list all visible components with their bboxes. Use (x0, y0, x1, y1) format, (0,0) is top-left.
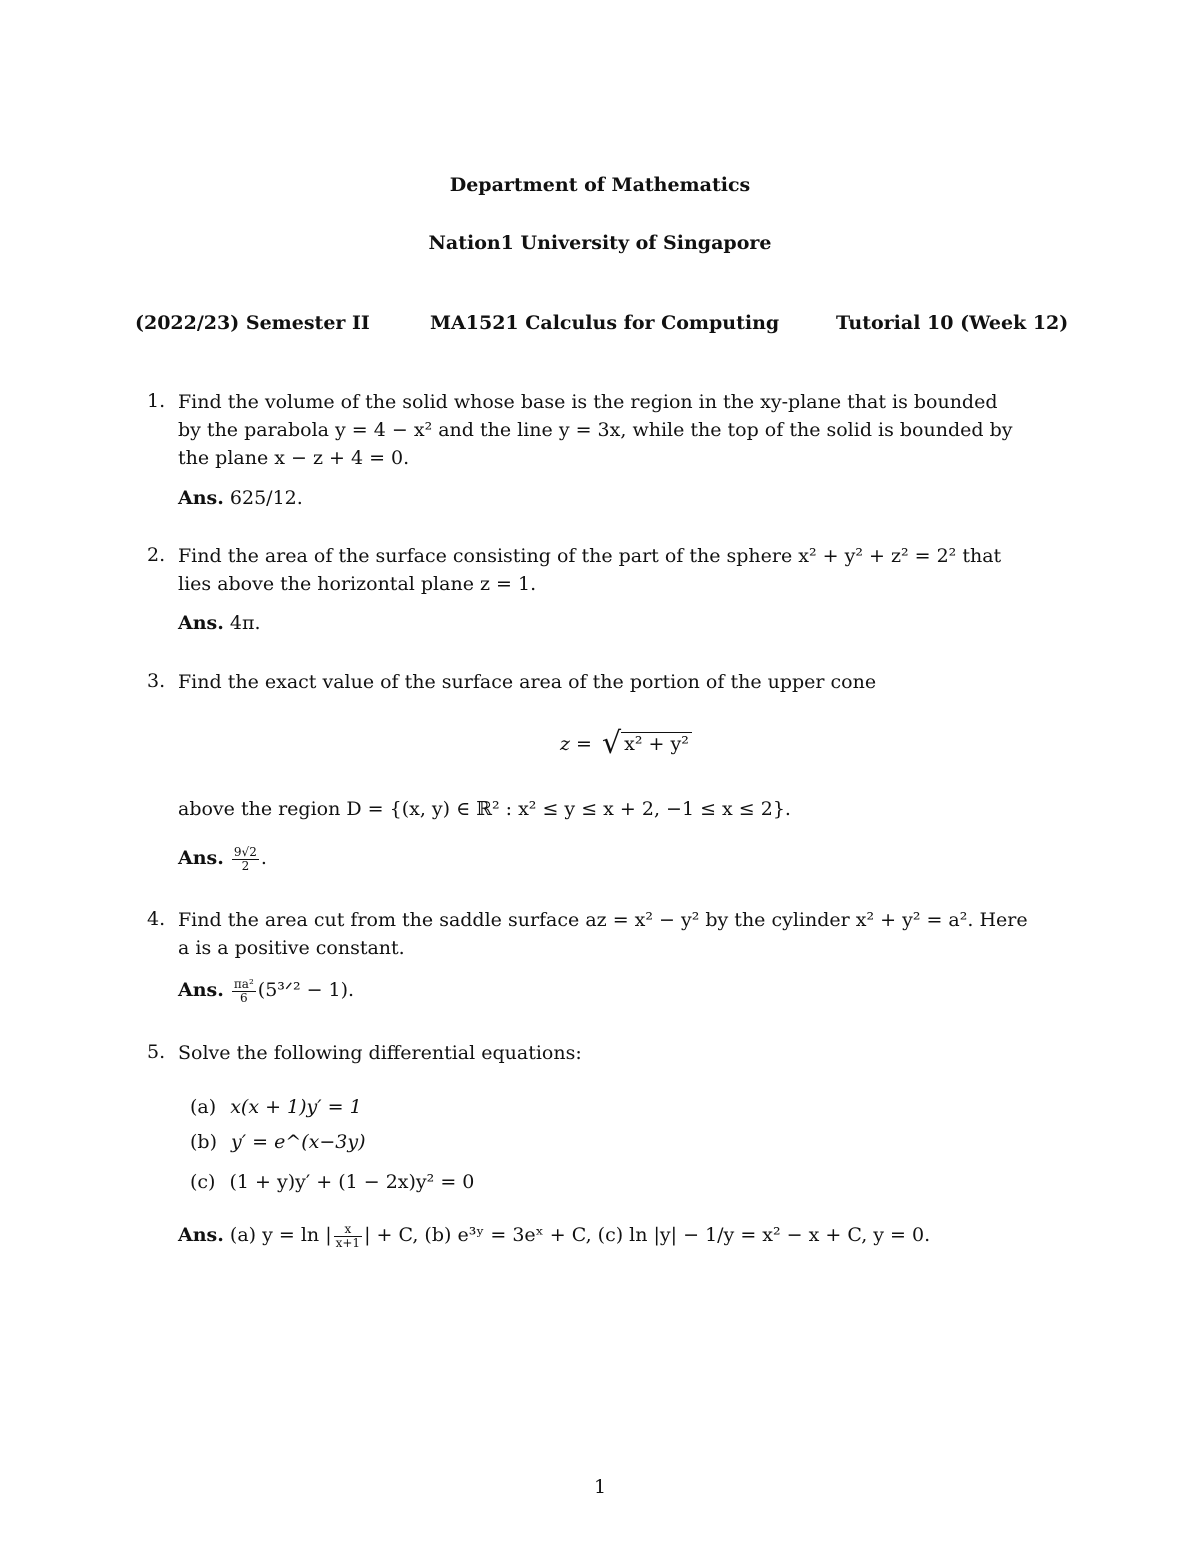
problem-number: 1. (147, 390, 166, 412)
problem-text: a is a positive constant. (178, 937, 405, 959)
subpart-a (190, 1093, 362, 1121)
answer-tail: (5³ᐟ² − 1). (257, 979, 355, 1001)
fraction-numerator: x (334, 1223, 362, 1237)
answer-line (178, 609, 261, 637)
subpart-equation: (1 + y)y′ + (1 − 2x)y² = 0 (229, 1171, 475, 1193)
problem-text: lies above the horizontal plane z = 1. (178, 573, 537, 595)
subpart-equation: x(x + 1)y′ = 1 (230, 1096, 362, 1118)
answer-part-a: (a) y = ln | (229, 1224, 332, 1246)
fraction-denominator: 2 (241, 858, 250, 873)
course-label: MA1521 Calculus for Computing (430, 312, 780, 334)
department-title: Department of Mathematics (449, 174, 751, 196)
fraction-denominator: 6 (240, 990, 248, 1005)
problem-text: Find the area of the surface consisting of the part of the sphere x² + y² + z² = 2² that (178, 545, 1002, 567)
answer-rest: | + C, (b) e³ʸ = 3eˣ + C, (c) ln |y| − 1/y = x² − x + C, y = 0. (364, 1224, 931, 1246)
problem-text: by the parabola y = 4 − x² and the line y = 3x, while the top of the solid is bounded by (178, 419, 1013, 441)
sqrt-sign: √ (602, 726, 622, 761)
display-equation (560, 726, 692, 761)
problem-text: the plane x − z + 4 = 0. (178, 447, 410, 469)
answer-label: Ans. (178, 847, 224, 869)
answer-fraction (232, 978, 256, 1005)
answer-value: 625/12. (229, 487, 303, 509)
answer-line (178, 1221, 930, 1250)
subpart-label: (b) (190, 1131, 217, 1153)
problem-number: 5. (147, 1041, 166, 1063)
answer-label: Ans. (178, 612, 224, 634)
university-title: Nation1 University of Singapore (428, 232, 772, 254)
semester-label: (2022/23) Semester II (135, 312, 370, 334)
problem-text: Solve the following differential equations: (178, 1042, 582, 1064)
answer-line (178, 976, 354, 1005)
radicand: x² + y² (621, 732, 692, 755)
problem-number: 2. (147, 544, 166, 566)
fraction-numerator: πa² (233, 976, 254, 991)
subpart-equation: y′ = e^(x−3y) (231, 1131, 366, 1153)
problem-number: 4. (147, 908, 166, 930)
subpart-label: (c) (190, 1171, 216, 1193)
subpart-c (190, 1168, 474, 1196)
answer-line (178, 484, 303, 512)
subpart-label: (a) (190, 1096, 217, 1118)
tutorial-label: Tutorial 10 (Week 12) (836, 312, 1069, 334)
problem-text: Find the area cut from the saddle surface az = x² − y² by the cylinder x² + y² = a². Here (178, 909, 1028, 931)
page-number: 1 (593, 1476, 607, 1498)
problem-number: 3. (147, 670, 166, 692)
answer-label: Ans. (178, 979, 224, 1001)
answer-label: Ans. (178, 487, 224, 509)
fraction-denominator: x+1 (335, 1235, 361, 1250)
region-text: above the region D = {(x, y) ∈ ℝ² : x² ≤ y ≤ x + 2, −1 ≤ x ≤ 2}. (178, 798, 791, 820)
answer-tail: . (260, 847, 267, 869)
answer-value: 4π. (229, 612, 261, 634)
problem-text: Find the volume of the solid whose base is the region in the xy-plane that is bounded (178, 391, 998, 413)
subpart-b (190, 1128, 366, 1156)
answer-line (178, 844, 267, 873)
answer-fraction (232, 846, 259, 873)
equation-lhs: z = (560, 733, 592, 755)
problem-text: Find the exact value of the surface area of the portion of the upper cone (178, 671, 877, 693)
answer-label: Ans. (178, 1224, 224, 1246)
fraction-numerator: 9√2 (233, 844, 257, 859)
answer-fraction (334, 1223, 362, 1250)
